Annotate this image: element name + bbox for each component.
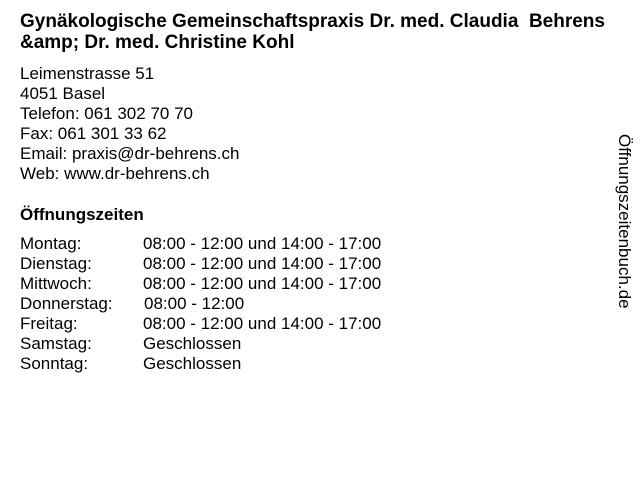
time-range: 08:00 - 12:00 und 14:00 - 17:00 bbox=[143, 254, 382, 273]
practice-title: Gynäkologische Gemeinschaftspraxis Dr. med. Claudia Behrens &amp; Dr. med. Christine Kohl bbox=[20, 11, 611, 53]
time-range: 08:00 - 12:00 und 14:00 - 17:00 bbox=[143, 234, 382, 253]
contact-block bbox=[20, 64, 239, 184]
time-range: 08:00 - 12:00 bbox=[144, 294, 245, 313]
site-brand-watermark: Öffnungszeitenbuch.de bbox=[615, 134, 634, 309]
fax-number: Fax: 061 301 33 62 bbox=[20, 124, 167, 143]
day-label: Mittwoch: bbox=[20, 274, 92, 293]
email-address: Email: praxis@dr-behrens.ch bbox=[20, 144, 240, 163]
opening-hours-heading: Öffnungszeiten bbox=[20, 205, 144, 224]
day-label: Dienstag: bbox=[20, 254, 92, 273]
time-range: 08:00 - 12:00 und 14:00 - 17:00 bbox=[143, 274, 382, 293]
postal-city: 4051 Basel bbox=[20, 84, 106, 103]
day-label: Sonntag: bbox=[20, 354, 89, 373]
day-label: Freitag: bbox=[20, 314, 78, 333]
website-address: Web: www.dr-behrens.ch bbox=[20, 164, 210, 183]
time-range: Geschlossen bbox=[143, 354, 242, 373]
day-label: Donnerstag: bbox=[20, 294, 113, 313]
time-range: 08:00 - 12:00 und 14:00 - 17:00 bbox=[143, 314, 382, 333]
phone-number: Telefon: 061 302 70 70 bbox=[20, 104, 193, 123]
street-address: Leimenstrasse 51 bbox=[20, 64, 155, 83]
day-label: Montag: bbox=[20, 234, 82, 253]
day-label: Samstag: bbox=[20, 334, 92, 353]
time-range: Geschlossen bbox=[143, 334, 242, 353]
